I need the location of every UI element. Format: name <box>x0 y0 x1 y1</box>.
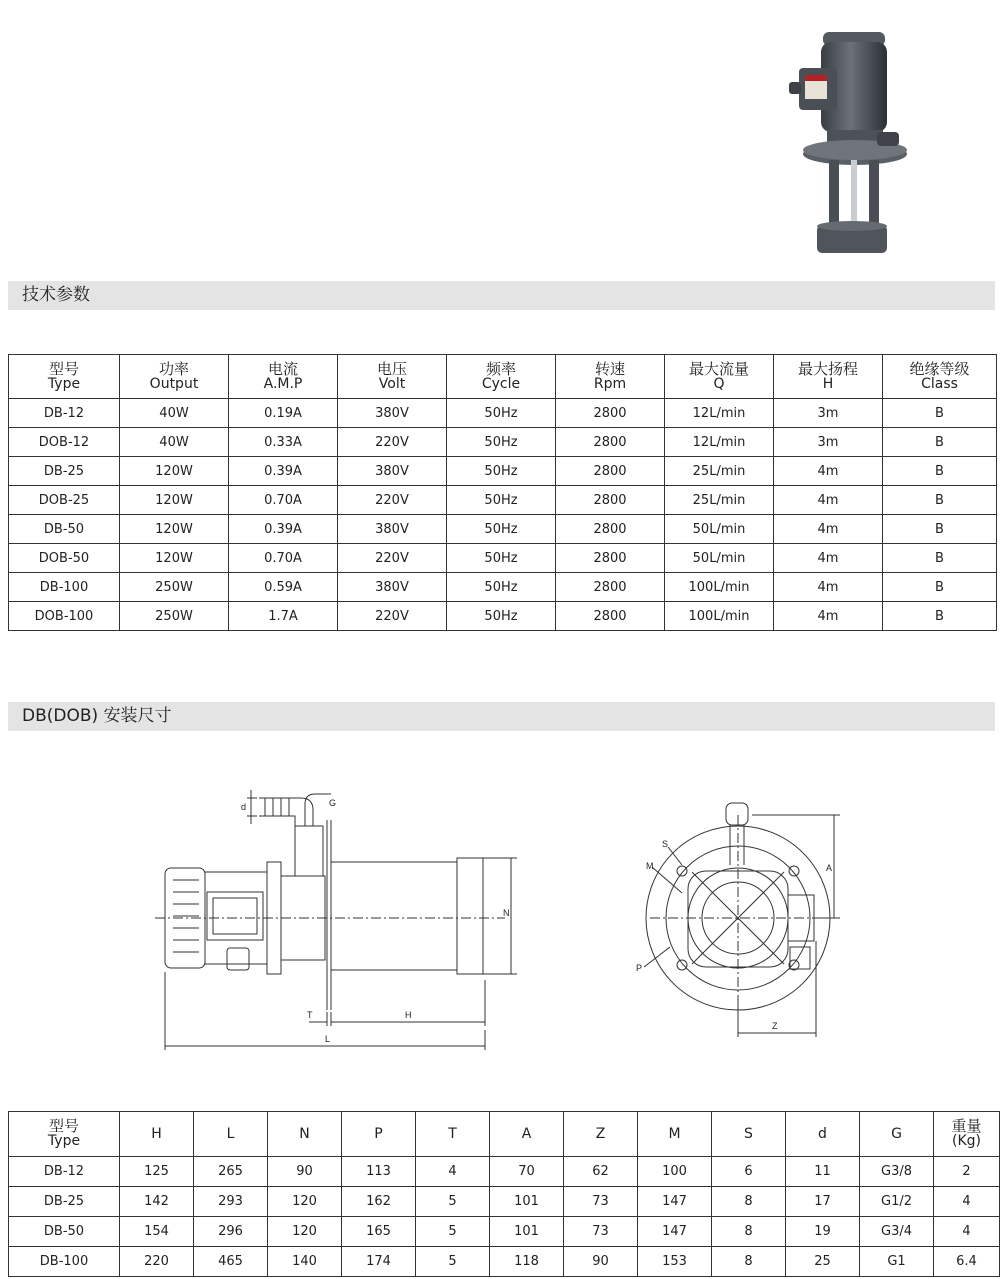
table-cell: 50L/min <box>665 544 774 573</box>
table-row <box>9 602 997 631</box>
table-row <box>9 399 997 428</box>
table-cell: 70 <box>490 1157 564 1187</box>
header-en: Output <box>149 375 199 392</box>
table-cell: 380V <box>338 515 447 544</box>
table-cell: 90 <box>564 1247 638 1277</box>
table-cell: 100L/min <box>665 602 774 631</box>
table-cell: 50Hz <box>447 573 556 602</box>
label-l: L <box>325 1034 331 1044</box>
header-zh: 型号 <box>48 1117 79 1135</box>
label-h: H <box>405 1010 412 1020</box>
table-cell: B <box>883 544 997 573</box>
table-cell: 50Hz <box>447 602 556 631</box>
table-cell: 140 <box>268 1247 342 1277</box>
table-cell: 73 <box>564 1187 638 1217</box>
header-en: Q <box>713 375 725 392</box>
header-en: (Kg) <box>952 1133 981 1149</box>
label-m: M <box>646 861 654 871</box>
table-cell: 50Hz <box>447 486 556 515</box>
header-zh: 最大扬程 <box>797 359 858 378</box>
table-cell: 380V <box>338 399 447 428</box>
table-cell: B <box>883 602 997 631</box>
header-cell <box>638 1112 712 1157</box>
table-cell: 5 <box>416 1247 490 1277</box>
header-en: N <box>299 1125 310 1142</box>
table-cell: 250W <box>120 602 229 631</box>
table-cell: 120W <box>120 515 229 544</box>
table-cell: B <box>883 399 997 428</box>
header-zh: 功率 <box>158 359 189 378</box>
table-cell: 2800 <box>556 573 665 602</box>
table-cell: G3/8 <box>860 1157 934 1187</box>
header-zh: 最大流量 <box>688 359 749 378</box>
table-cell: G1/2 <box>860 1187 934 1217</box>
table-cell: B <box>883 428 997 457</box>
table-cell: 153 <box>638 1247 712 1277</box>
front-view-drawing <box>630 795 850 1045</box>
header-cell <box>786 1112 860 1157</box>
header-en: Z <box>595 1125 606 1142</box>
table-cell: 296 <box>194 1217 268 1247</box>
header-cell <box>883 355 997 399</box>
table-cell: DB-12 <box>9 399 120 428</box>
table-cell: 50Hz <box>447 515 556 544</box>
table-cell: 90 <box>268 1157 342 1187</box>
params-table <box>8 354 997 631</box>
table-cell: G1 <box>860 1247 934 1277</box>
header-cell <box>268 1112 342 1157</box>
table-cell: DB-25 <box>9 457 120 486</box>
table-cell: 2800 <box>556 515 665 544</box>
table-row <box>9 544 997 573</box>
label-n: N <box>503 908 510 918</box>
table-cell: 0.70A <box>229 486 338 515</box>
table-cell: 62 <box>564 1157 638 1187</box>
header-en: H <box>151 1125 162 1142</box>
label-p: P <box>636 963 643 973</box>
table-cell: 12L/min <box>665 399 774 428</box>
table-cell: 4 <box>934 1217 1000 1247</box>
table-cell: 12L/min <box>665 428 774 457</box>
table-cell: B <box>883 457 997 486</box>
table-cell: 0.19A <box>229 399 338 428</box>
header-en: Cycle <box>481 375 521 392</box>
table-cell: 40W <box>120 428 229 457</box>
table-cell: 293 <box>194 1187 268 1217</box>
table-cell: DOB-100 <box>9 602 120 631</box>
table-cell: 50Hz <box>447 428 556 457</box>
table-row <box>9 428 997 457</box>
table-cell: 142 <box>120 1187 194 1217</box>
table-row <box>9 1157 1000 1187</box>
table-cell: DB-50 <box>9 1217 120 1247</box>
table-cell: 2800 <box>556 428 665 457</box>
table-cell: 11 <box>786 1157 860 1187</box>
table-cell: 2800 <box>556 544 665 573</box>
header-zh: 重量 <box>951 1117 982 1135</box>
table-cell: 125 <box>120 1157 194 1187</box>
table-cell: DB-12 <box>9 1157 120 1187</box>
table-cell: 5 <box>416 1187 490 1217</box>
label-d: d <box>241 802 247 812</box>
table-cell: 113 <box>342 1157 416 1187</box>
table-cell: DB-100 <box>9 1247 120 1277</box>
table-cell: 4 <box>416 1157 490 1187</box>
header-cell <box>416 1112 490 1157</box>
table-cell: DB-100 <box>9 573 120 602</box>
table-cell: 120 <box>268 1217 342 1247</box>
header-cell <box>556 355 665 399</box>
table-cell: 174 <box>342 1247 416 1277</box>
table-cell: B <box>883 515 997 544</box>
table-cell: 120 <box>268 1187 342 1217</box>
table-cell: 147 <box>638 1217 712 1247</box>
table-cell: G3/4 <box>860 1217 934 1247</box>
table-cell: B <box>883 573 997 602</box>
table-cell: 380V <box>338 457 447 486</box>
table-cell: 73 <box>564 1217 638 1247</box>
header-en: G <box>891 1125 902 1142</box>
table-cell: 25 <box>786 1247 860 1277</box>
header-cell <box>774 355 883 399</box>
table-row <box>9 1217 1000 1247</box>
table-cell: 6 <box>712 1157 786 1187</box>
table-row <box>9 457 997 486</box>
header-cell <box>120 355 229 399</box>
table-cell: 19 <box>786 1217 860 1247</box>
table-row <box>9 573 997 602</box>
table-cell: 6.4 <box>934 1247 1000 1277</box>
table-row <box>9 1247 1000 1277</box>
table-cell: 2800 <box>556 486 665 515</box>
table-cell: 4 <box>934 1187 1000 1217</box>
table-row <box>9 486 997 515</box>
table-cell: 4m <box>774 486 883 515</box>
table-cell: 265 <box>194 1157 268 1187</box>
table-cell: 25L/min <box>665 457 774 486</box>
table-row <box>9 515 997 544</box>
table-cell: 2800 <box>556 399 665 428</box>
table-cell: 8 <box>712 1187 786 1217</box>
label-g: G <box>329 798 337 808</box>
header-cell <box>860 1112 934 1157</box>
table-cell: 101 <box>490 1187 564 1217</box>
section-title-install-dims: DB(DOB) 安装尺寸 <box>8 702 995 731</box>
header-zh: 型号 <box>48 359 79 378</box>
table-cell: 2 <box>934 1157 1000 1187</box>
table-cell: 50L/min <box>665 515 774 544</box>
dims-body <box>9 1157 1000 1277</box>
header-en: P <box>374 1125 383 1142</box>
table-cell: 154 <box>120 1217 194 1247</box>
table-cell: B <box>883 486 997 515</box>
table-cell: DOB-25 <box>9 486 120 515</box>
table-cell: 50Hz <box>447 544 556 573</box>
table-cell: 220 <box>120 1247 194 1277</box>
header-en: Type <box>47 1133 81 1149</box>
table-cell: 220V <box>338 486 447 515</box>
table-cell: 220V <box>338 544 447 573</box>
header-cell <box>342 1112 416 1157</box>
header-cell <box>490 1112 564 1157</box>
table-cell: 162 <box>342 1187 416 1217</box>
header-cell <box>9 1112 120 1157</box>
table-cell: 118 <box>490 1247 564 1277</box>
table-cell: 250W <box>120 573 229 602</box>
header-zh: 电压 <box>376 359 407 378</box>
header-en: A.M.P <box>263 375 303 392</box>
header-cell <box>447 355 556 399</box>
header-en: Volt <box>378 375 406 392</box>
table-cell: 100L/min <box>665 573 774 602</box>
table-cell: 0.39A <box>229 515 338 544</box>
table-cell: 0.70A <box>229 544 338 573</box>
table-cell: DB-25 <box>9 1187 120 1217</box>
table-cell: 25L/min <box>665 486 774 515</box>
params-header-row <box>9 355 997 399</box>
label-z: Z <box>772 1021 778 1031</box>
table-row <box>9 1187 1000 1217</box>
header-en: Rpm <box>593 375 627 392</box>
table-cell: 5 <box>416 1217 490 1247</box>
table-cell: 4m <box>774 544 883 573</box>
dims-table <box>8 1111 1000 1277</box>
header-en: d <box>818 1125 827 1142</box>
label-t: T <box>307 1010 313 1020</box>
table-cell: 17 <box>786 1187 860 1217</box>
table-cell: 2800 <box>556 457 665 486</box>
header-cell <box>338 355 447 399</box>
header-cell <box>665 355 774 399</box>
header-cell <box>564 1112 638 1157</box>
table-cell: 120W <box>120 486 229 515</box>
table-cell: 100 <box>638 1157 712 1187</box>
header-en: M <box>668 1125 681 1142</box>
table-cell: 2800 <box>556 602 665 631</box>
table-cell: 380V <box>338 573 447 602</box>
table-cell: 220V <box>338 602 447 631</box>
table-cell: 4m <box>774 457 883 486</box>
header-en: H <box>822 375 834 392</box>
header-zh: 转速 <box>594 359 625 378</box>
table-cell: 3m <box>774 399 883 428</box>
table-cell: 4m <box>774 515 883 544</box>
header-cell <box>120 1112 194 1157</box>
table-cell: 4m <box>774 602 883 631</box>
header-zh: 电流 <box>267 359 298 378</box>
header-cell <box>712 1112 786 1157</box>
table-cell: 3m <box>774 428 883 457</box>
table-cell: DOB-50 <box>9 544 120 573</box>
side-view-drawing <box>155 780 535 1060</box>
header-cell <box>229 355 338 399</box>
header-en: S <box>744 1125 753 1142</box>
table-cell: 0.39A <box>229 457 338 486</box>
header-en: T <box>448 1125 457 1142</box>
table-cell: 120W <box>120 544 229 573</box>
header-cell <box>9 355 120 399</box>
table-cell: 465 <box>194 1247 268 1277</box>
header-en: Class <box>921 375 958 392</box>
table-cell: 40W <box>120 399 229 428</box>
table-cell: 4m <box>774 573 883 602</box>
table-cell: DB-50 <box>9 515 120 544</box>
dims-header-row <box>9 1112 1000 1157</box>
header-zh: 绝缘等级 <box>909 359 970 378</box>
table-cell: 220V <box>338 428 447 457</box>
table-cell: 0.59A <box>229 573 338 602</box>
table-cell: 101 <box>490 1217 564 1247</box>
section-title-tech-params: 技术参数 <box>8 281 995 310</box>
table-cell: 8 <box>712 1217 786 1247</box>
header-en: L <box>226 1125 235 1142</box>
table-cell: DOB-12 <box>9 428 120 457</box>
table-cell: 8 <box>712 1247 786 1277</box>
table-cell: 147 <box>638 1187 712 1217</box>
table-cell: 50Hz <box>447 457 556 486</box>
header-cell <box>934 1112 1000 1157</box>
header-cell <box>194 1112 268 1157</box>
table-cell: 0.33A <box>229 428 338 457</box>
header-zh: 频率 <box>485 359 516 378</box>
label-s: S <box>662 839 669 849</box>
pump-product-image <box>785 20 915 260</box>
params-body <box>9 399 997 631</box>
table-cell: 1.7A <box>229 602 338 631</box>
header-en: A <box>521 1125 532 1142</box>
label-a: A <box>826 863 833 873</box>
table-cell: 120W <box>120 457 229 486</box>
table-cell: 50Hz <box>447 399 556 428</box>
header-en: Type <box>47 375 81 392</box>
table-cell: 165 <box>342 1217 416 1247</box>
